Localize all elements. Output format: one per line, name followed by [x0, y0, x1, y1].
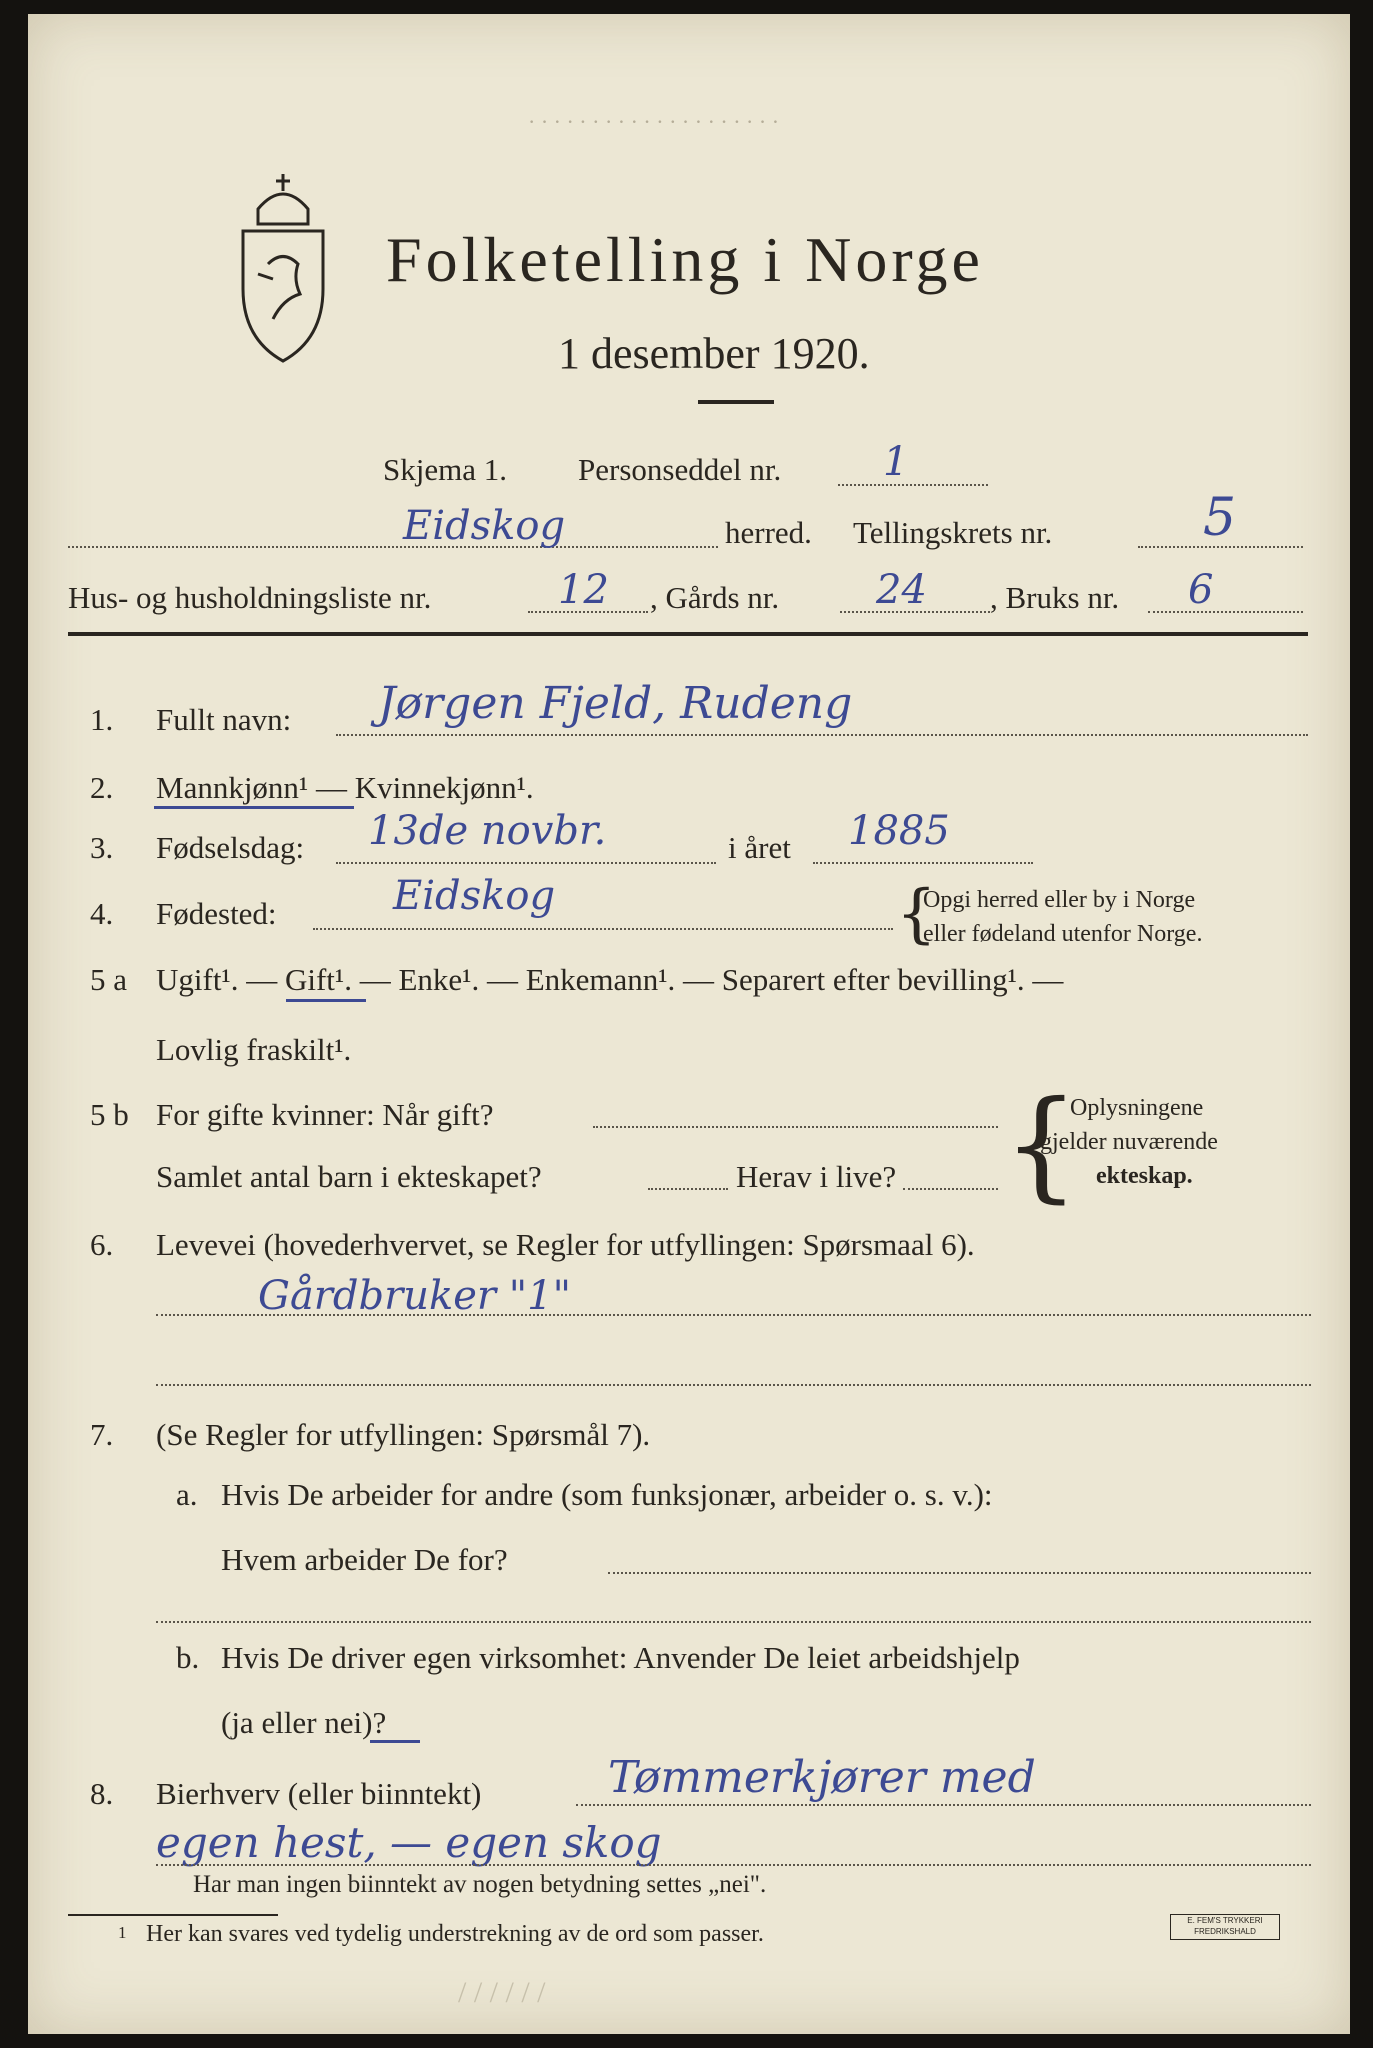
q7a-text-2: Hvem arbeider De for? — [221, 1542, 508, 1577]
bleed-through-text-bottom: / / / / / / — [458, 1976, 546, 2009]
year-label: i året — [728, 830, 791, 865]
birthday-value[interactable]: 13de novbr. — [368, 808, 607, 854]
q4-label: Fødested: — [156, 896, 277, 931]
herred-line — [68, 546, 718, 548]
q4-line — [313, 928, 893, 930]
q7a-label: a. — [176, 1477, 198, 1512]
q5b-text-1: For gifte kvinner: Når gift? — [156, 1097, 494, 1132]
tellingskrets-label: Tellingskrets nr. — [853, 515, 1053, 550]
q5b-text-3: Herav i live? — [736, 1159, 897, 1194]
birthplace-value[interactable]: Eidskog — [393, 873, 556, 919]
q5b-note-1: Oplysningene — [1070, 1095, 1204, 1121]
q4-note-1: Opgi herred eller by i Norge — [923, 887, 1196, 913]
gards-value[interactable]: 24 — [876, 567, 927, 613]
q3-line — [336, 862, 716, 864]
q5b-number: 5 b — [90, 1097, 129, 1132]
hus-label: Hus- og husholdningsliste nr. — [68, 580, 432, 615]
q5b-line-1 — [593, 1126, 998, 1128]
q6-number: 6. — [90, 1227, 114, 1262]
q2-number: 2. — [90, 770, 114, 805]
footnote-mark: 1 — [118, 1923, 127, 1942]
q8-label: Bierhverv (eller biinntekt) — [156, 1776, 482, 1811]
marital-options-2: Lovlig fraskilt¹. — [156, 1032, 352, 1067]
footnote-text: Her kan svares ved tydelig understrekning av de ord som passer. — [146, 1921, 764, 1947]
bruks-label: , Bruks nr. — [990, 580, 1120, 615]
coat-of-arms-icon — [228, 169, 338, 369]
side-income-value-1[interactable]: Tømmerkjører med — [608, 1752, 1036, 1803]
q5b-note-3: ekteskap. — [1096, 1163, 1193, 1189]
marital-underline — [286, 999, 366, 1002]
q5b-brace: { — [1003, 1076, 1080, 1215]
personseddel-line — [838, 484, 988, 486]
header-rule — [68, 632, 1308, 636]
bruks-value[interactable]: 6 — [1188, 567, 1214, 613]
q5b-text-2: Samlet antal barn i ekteskapet? — [156, 1159, 542, 1194]
q3-number: 3. — [90, 830, 114, 865]
q5b-line-3 — [903, 1188, 998, 1190]
herred-value[interactable]: Eidskog — [403, 503, 566, 549]
q8-line-2 — [156, 1864, 1311, 1866]
gender-underline — [154, 806, 354, 809]
personseddel-label: Personseddel nr. — [578, 452, 782, 487]
q7a-line-1 — [608, 1572, 1311, 1574]
bleed-through-text: · · · · · · · · · · · · · · · · · · · · — [528, 109, 780, 134]
birth-year-value[interactable]: 1885 — [848, 808, 950, 854]
herred-label: herred. — [725, 515, 812, 550]
q7-text: (Se Regler for utfyllingen: Spørsmål 7). — [156, 1417, 651, 1452]
occupation-value[interactable]: Gårdbruker "1" — [258, 1273, 572, 1319]
title-divider — [698, 400, 774, 404]
hus-value[interactable]: 12 — [558, 567, 609, 613]
q4-brace: { — [896, 877, 937, 951]
q8-note: Har man ingen biinntekt av nogen betydning settes „nei". — [193, 1871, 767, 1898]
q4-note-2: eller fødeland utenfor Norge. — [923, 921, 1203, 947]
gards-label: , Gårds nr. — [650, 580, 780, 615]
q7-number: 7. — [90, 1417, 114, 1452]
q3-label: Fødselsdag: — [156, 830, 305, 865]
gender-options: Mannkjønn¹ — Kvinnekjønn¹. — [156, 770, 534, 805]
q7b-text-2: (ja eller nei)? — [221, 1705, 387, 1740]
bruks-line — [1148, 611, 1303, 613]
q7a-text: Hvis De arbeider for andre (som funksjonær, arbeider o. s. v.): — [221, 1477, 993, 1512]
q5a-number: 5 a — [90, 962, 128, 997]
full-name-value[interactable]: Jørgen Fjeld, Rudeng — [378, 678, 853, 729]
footnote-rule — [68, 1914, 278, 1916]
year-line — [813, 862, 1033, 864]
q7b-label: b. — [176, 1640, 200, 1675]
tellingskrets-value[interactable]: 5 — [1203, 488, 1237, 548]
form-title: Folketelling i Norge — [386, 224, 984, 295]
q6-line-1 — [156, 1314, 1311, 1316]
schema-label: Skjema 1. — [383, 452, 507, 487]
q1-label: Fullt navn: — [156, 702, 292, 737]
printer-stamp: E. FEM'S TRYKKERI FREDRIKSHALD — [1170, 1914, 1280, 1940]
q8-line-1 — [576, 1804, 1311, 1806]
q5b-line-2 — [648, 1188, 728, 1190]
q8-number: 8. — [90, 1776, 114, 1811]
q5b-note-2: gjelder nuværende — [1040, 1129, 1218, 1155]
side-income-value-2[interactable]: egen hest, — egen skog — [156, 1818, 662, 1867]
q7b-text: Hvis De driver egen virksomhet: Anvender De leiet arbeidshjelp — [221, 1640, 1020, 1675]
q6-line-2 — [156, 1384, 1311, 1386]
census-form-page — [28, 14, 1350, 2034]
q1-number: 1. — [90, 702, 114, 737]
marital-options: Ugift¹. — Gift¹. — Enke¹. — Enkemann¹. — Separert efter bevilling¹. — — [156, 962, 1064, 997]
nei-underline — [370, 1740, 420, 1743]
personseddel-value[interactable]: 1 — [883, 439, 909, 485]
q1-line — [336, 734, 1308, 736]
q7a-line-2 — [156, 1621, 1311, 1623]
q4-number: 4. — [90, 896, 114, 931]
census-date: 1 desember 1920. — [558, 329, 870, 378]
q6-text: Levevei (hovederhvervet, se Regler for utfyllingen: Spørsmaal 6). — [156, 1227, 975, 1262]
